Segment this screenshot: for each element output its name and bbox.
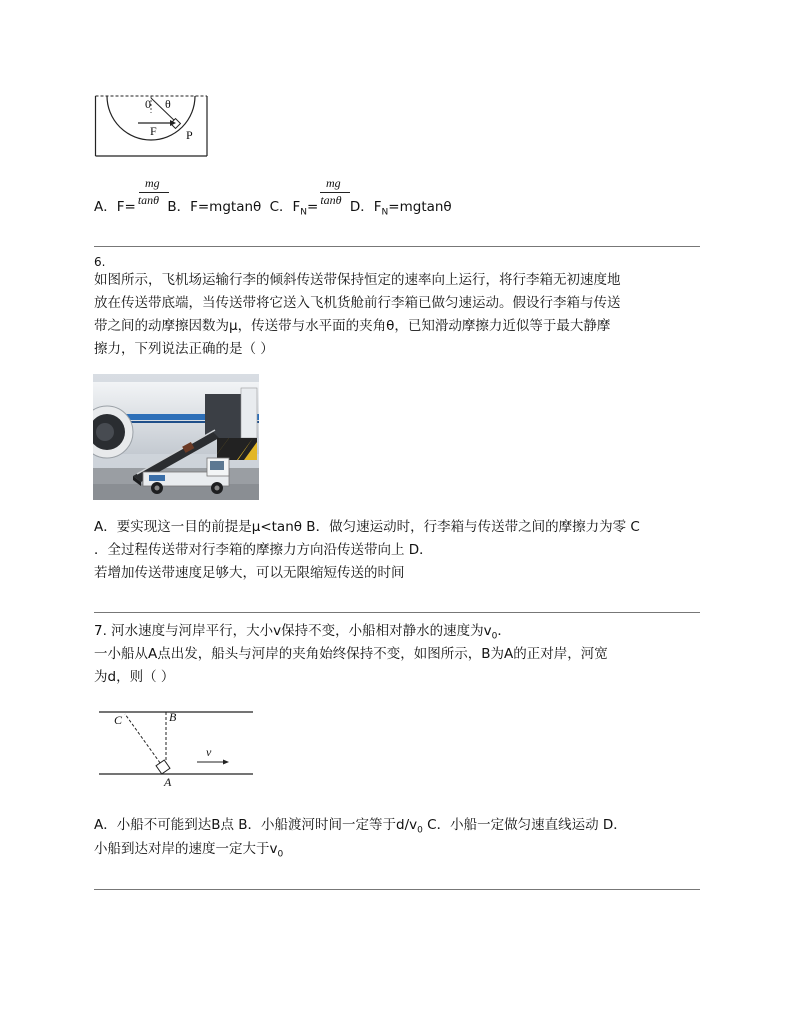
q7-stem-line-1-end: ． (497, 623, 511, 639)
q5-frac-den-c: tanθ (320, 193, 342, 207)
q7-stem-line-1-sub: 0 (491, 631, 498, 642)
divider-1 (94, 246, 700, 247)
q5-option-b: B．F=mgtanθ (167, 199, 262, 215)
q7-label-c: C (114, 713, 123, 727)
q5-option-d-rest: =mgtanθ (388, 199, 452, 215)
q7-options-line-2 (94, 838, 283, 866)
q5-option-c-sub: N (300, 207, 308, 218)
q7-options-line-2-a: 小船到达对岸的速度一定大于v (94, 841, 278, 857)
q7-options-line-1-sub: 0 (417, 825, 423, 836)
divider-3 (94, 889, 700, 890)
q5-options-line (94, 193, 452, 224)
divider-2 (94, 612, 700, 613)
q6-options-line-1: A．要实现这一目的前提是μ<tanθ B．做匀速运动时，行李箱与传送带之间的摩擦力为零 C (94, 519, 640, 535)
q5-label-f: F (150, 124, 157, 138)
q7-stem-line-1-text: 7. 河水速度与河岸平行，大小v保持不变，小船相对静水的速度为v (94, 623, 492, 639)
q7-options-line-1-a: A．小船不可能到达B点 B．小船渡河时间一定等于d/v (94, 817, 418, 833)
q5-option-d (349, 199, 452, 218)
q5-label-o: 0 (145, 97, 151, 111)
q5-label-theta: θ (165, 97, 171, 111)
q7-options-line-1-b: C．小船一定做匀速直线运动 D． (422, 817, 627, 833)
q5-label-p: P (186, 128, 193, 142)
q7-options-line-2-sub: 0 (277, 849, 284, 860)
q5-option-c-prefix: C．F (269, 199, 301, 215)
q6-number: 6. (94, 255, 106, 269)
q7-label-v: v (206, 745, 212, 759)
q5-option-d-sub: N (381, 207, 389, 218)
q7-label-b: B (169, 710, 177, 724)
q6-stem-line-2: 放在传送带底端，当传送带将它送入飞机货舱前行李箱已做匀速运动。假设行李箱与传送 (94, 295, 621, 311)
q6-options-line-3: 若增加传送带速度足够大，可以无限缩短传送的时间 (94, 565, 405, 581)
q5-option-d-prefix: D．F (349, 199, 382, 215)
q6-stem-line-4: 擦力，下列说法正确的是（ ） (94, 341, 274, 357)
q7-label-a: A (164, 775, 172, 789)
q6-options-line-2: ．全过程传送带对行李箱的摩擦力方向沿传送带向上 D． (94, 542, 433, 558)
q5-frac-num-a: mg (145, 176, 160, 190)
q5-option-c-eq: = (307, 199, 319, 215)
q6-photo-airplane-conveyor (93, 374, 259, 500)
q5-frac-den-a: tanθ (137, 193, 160, 207)
q6-stem-line-1: 如图所示，飞机场运输行李的倾斜传送带保持恒定的速率向上运行，将行李箱无初速度地 (94, 272, 621, 288)
q5-option-a: A．F= (94, 199, 136, 215)
q5-option-c (269, 199, 319, 218)
q6-stem-line-3: 带之间的动摩擦因数为μ，传送带与水平面的夹角θ，已知滑动摩擦力近似等于最大静摩 (94, 318, 611, 334)
q7-stem-line-2: 一小船从A点出发，船头与河岸的夹角始终保持不变，如图所示，B为A的正对岸，河宽 (94, 646, 608, 662)
q5-frac-num-c: mg (326, 176, 341, 190)
q7-stem-line-3: 为d，则（ ） (94, 669, 175, 685)
